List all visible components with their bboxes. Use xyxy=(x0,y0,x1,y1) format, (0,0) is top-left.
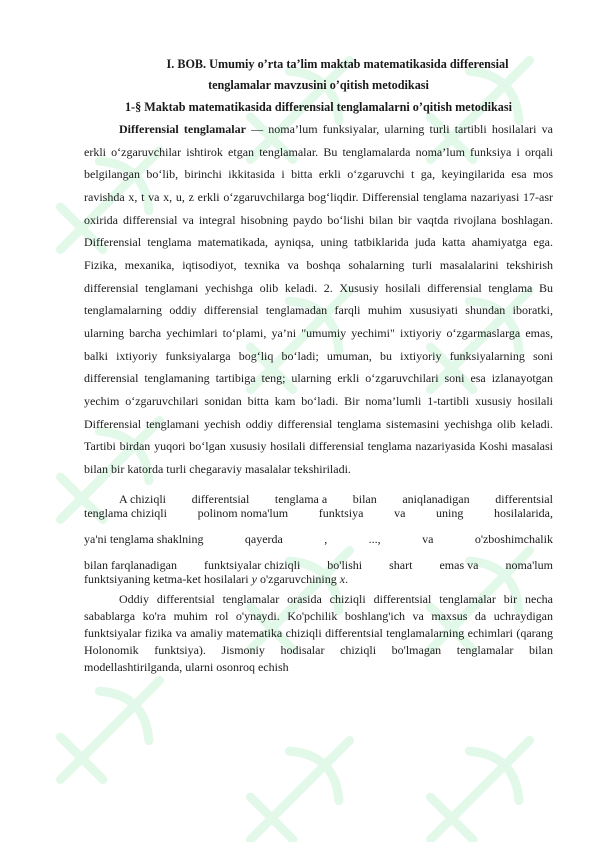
word: aniqlanadigan xyxy=(402,491,470,506)
chapter-heading-line1: I. BOB. Umumiy o’rta ta’lim maktab matematikasida differensial xyxy=(166,57,509,71)
word: emas va xyxy=(439,557,479,572)
word: hosilalarida, xyxy=(494,505,553,520)
word: A chiziqli xyxy=(119,491,166,506)
word: qayerda xyxy=(244,531,283,546)
word: uning xyxy=(436,505,464,520)
variable-y: y xyxy=(251,571,257,586)
paragraph-2-row-4 xyxy=(84,558,553,572)
paragraph-2-row-2 xyxy=(84,506,553,520)
paragraph-3: Oddiy differentsial tenglamalar orasida chiziqli differentsial tenglamalar bir necha sabablarga ko'ra muhim rol o'ynaydi. Ko'pchilik boshlang'ich va maxsus da uchraydigan funktsiyalar fizika va amaliy matematika chiziqli differentsial tenglamalarning echimlari (qarang Holonomik funktsiya). Jismoniy hodisalar chiziqli bo'lmagan tenglamalar bilan modellashtirilganda, ularni osonroq echish xyxy=(84,591,553,674)
word: funktsiya xyxy=(318,505,364,520)
word: bilan xyxy=(352,491,377,506)
paragraph-2-row-1 xyxy=(84,492,553,506)
word: bilan farqlanadigan xyxy=(84,557,177,572)
section-title: 1-§ Maktab matematikasida differensial tenglamalarni o’qitish metodikasi xyxy=(124,100,513,114)
word: tenglama a xyxy=(274,491,328,506)
word: va xyxy=(422,531,434,546)
watermark-mark xyxy=(226,716,374,842)
word: tenglama chiziqli xyxy=(84,505,167,520)
watermark-mark xyxy=(406,716,554,842)
watermark-mark xyxy=(36,656,184,804)
word: ..., xyxy=(368,531,381,546)
word: differentsial xyxy=(191,491,250,506)
word: bo'lishi xyxy=(327,557,363,572)
word: funktsiyalar chiziqli xyxy=(203,557,301,572)
word: differentsial xyxy=(495,491,553,506)
document-page xyxy=(84,54,553,676)
word: va xyxy=(394,505,406,520)
word: polinom noma'lum xyxy=(197,505,289,520)
word: shart xyxy=(389,557,413,572)
term-bold: Differensial tenglamalar xyxy=(119,122,246,136)
variable-x: x xyxy=(339,571,346,586)
paragraph-2 xyxy=(84,492,553,586)
word: o'zboshimchalik xyxy=(474,531,553,546)
word: noma'lum xyxy=(505,557,553,572)
word: ya'ni tenglama shaklning xyxy=(84,531,204,546)
paragraph-2-row-5: funktsiyaning ketma-ket hosilalari y o'zgaruvchining x. xyxy=(84,571,349,586)
word: , xyxy=(324,531,328,546)
paragraph-2-row-3 xyxy=(84,532,553,546)
chapter-heading-line2: tenglamalar mavzusini o’qitish metodikasi xyxy=(208,78,429,92)
paragraph-1 xyxy=(84,118,553,481)
paragraph-1-text: — noma’lum funksiyalar, ularning turli tartibli hosilalari va erkli o‘zgaruvchilar ishtirok etgan tenglamalar. Bu tenglamalarda noma’lum funksiya i orqali belgilangan bo‘lib, birinchi ikkitasida i bitta erkli o‘zgaruvchi t ga, keyingilarida esa mos ravishda x, t va x, u, z erkli o‘zgaruvchilarga bog‘liqdir. Differensial tenglama nazariyasi 17-asr oxirida differensial va integral hisobning paydo bo‘lishi bilan bir vaqtda rivojlana boshlagan. Differensial tenglama matematikada, ayniqsa, uning tatbiklarida juda katta ahamiyatga ega. Fizika, mexanika, iqtisodiyot, texnika va boshqa sohalarning turli masalalarini tekshirish differensial tenglamani yechishga olib keladi. 2. Xususiy hosilali differensial tenglama Bu tenglamalarning oddiy differensial tenglamadan farqli muhim xususiyati shundan iboratki, ularning barcha yechimlari to‘plami, ya’ni "umumiy yechimi" ixtiyoriy o‘zgarmaslarga emas, balki ixtiyoriy funksiyalarga bog‘liq bo‘ladi; umuman, bu ixtiyoriy funksiyalarning soni differensial tenglamaning tartibiga teng; ularning erkli o‘zgaruvchilari soni esa izlanayotgan yechim o‘zgaruvchilari sonidan bitta kam bo‘ladi. Bir noma’lumli 1-tartibli xususiy hosilali Differensial tenglamani yechish oddiy differensial tenglama sistemasini yechishga olib keladi. Tartibi birdan yuqori bo‘lgan xususiy hosilali differensial tenglama nazariyasida Koshi masalasi bilan bir katorda turli chegaraviy masalalar tekshiriladi. xyxy=(84,122,553,476)
